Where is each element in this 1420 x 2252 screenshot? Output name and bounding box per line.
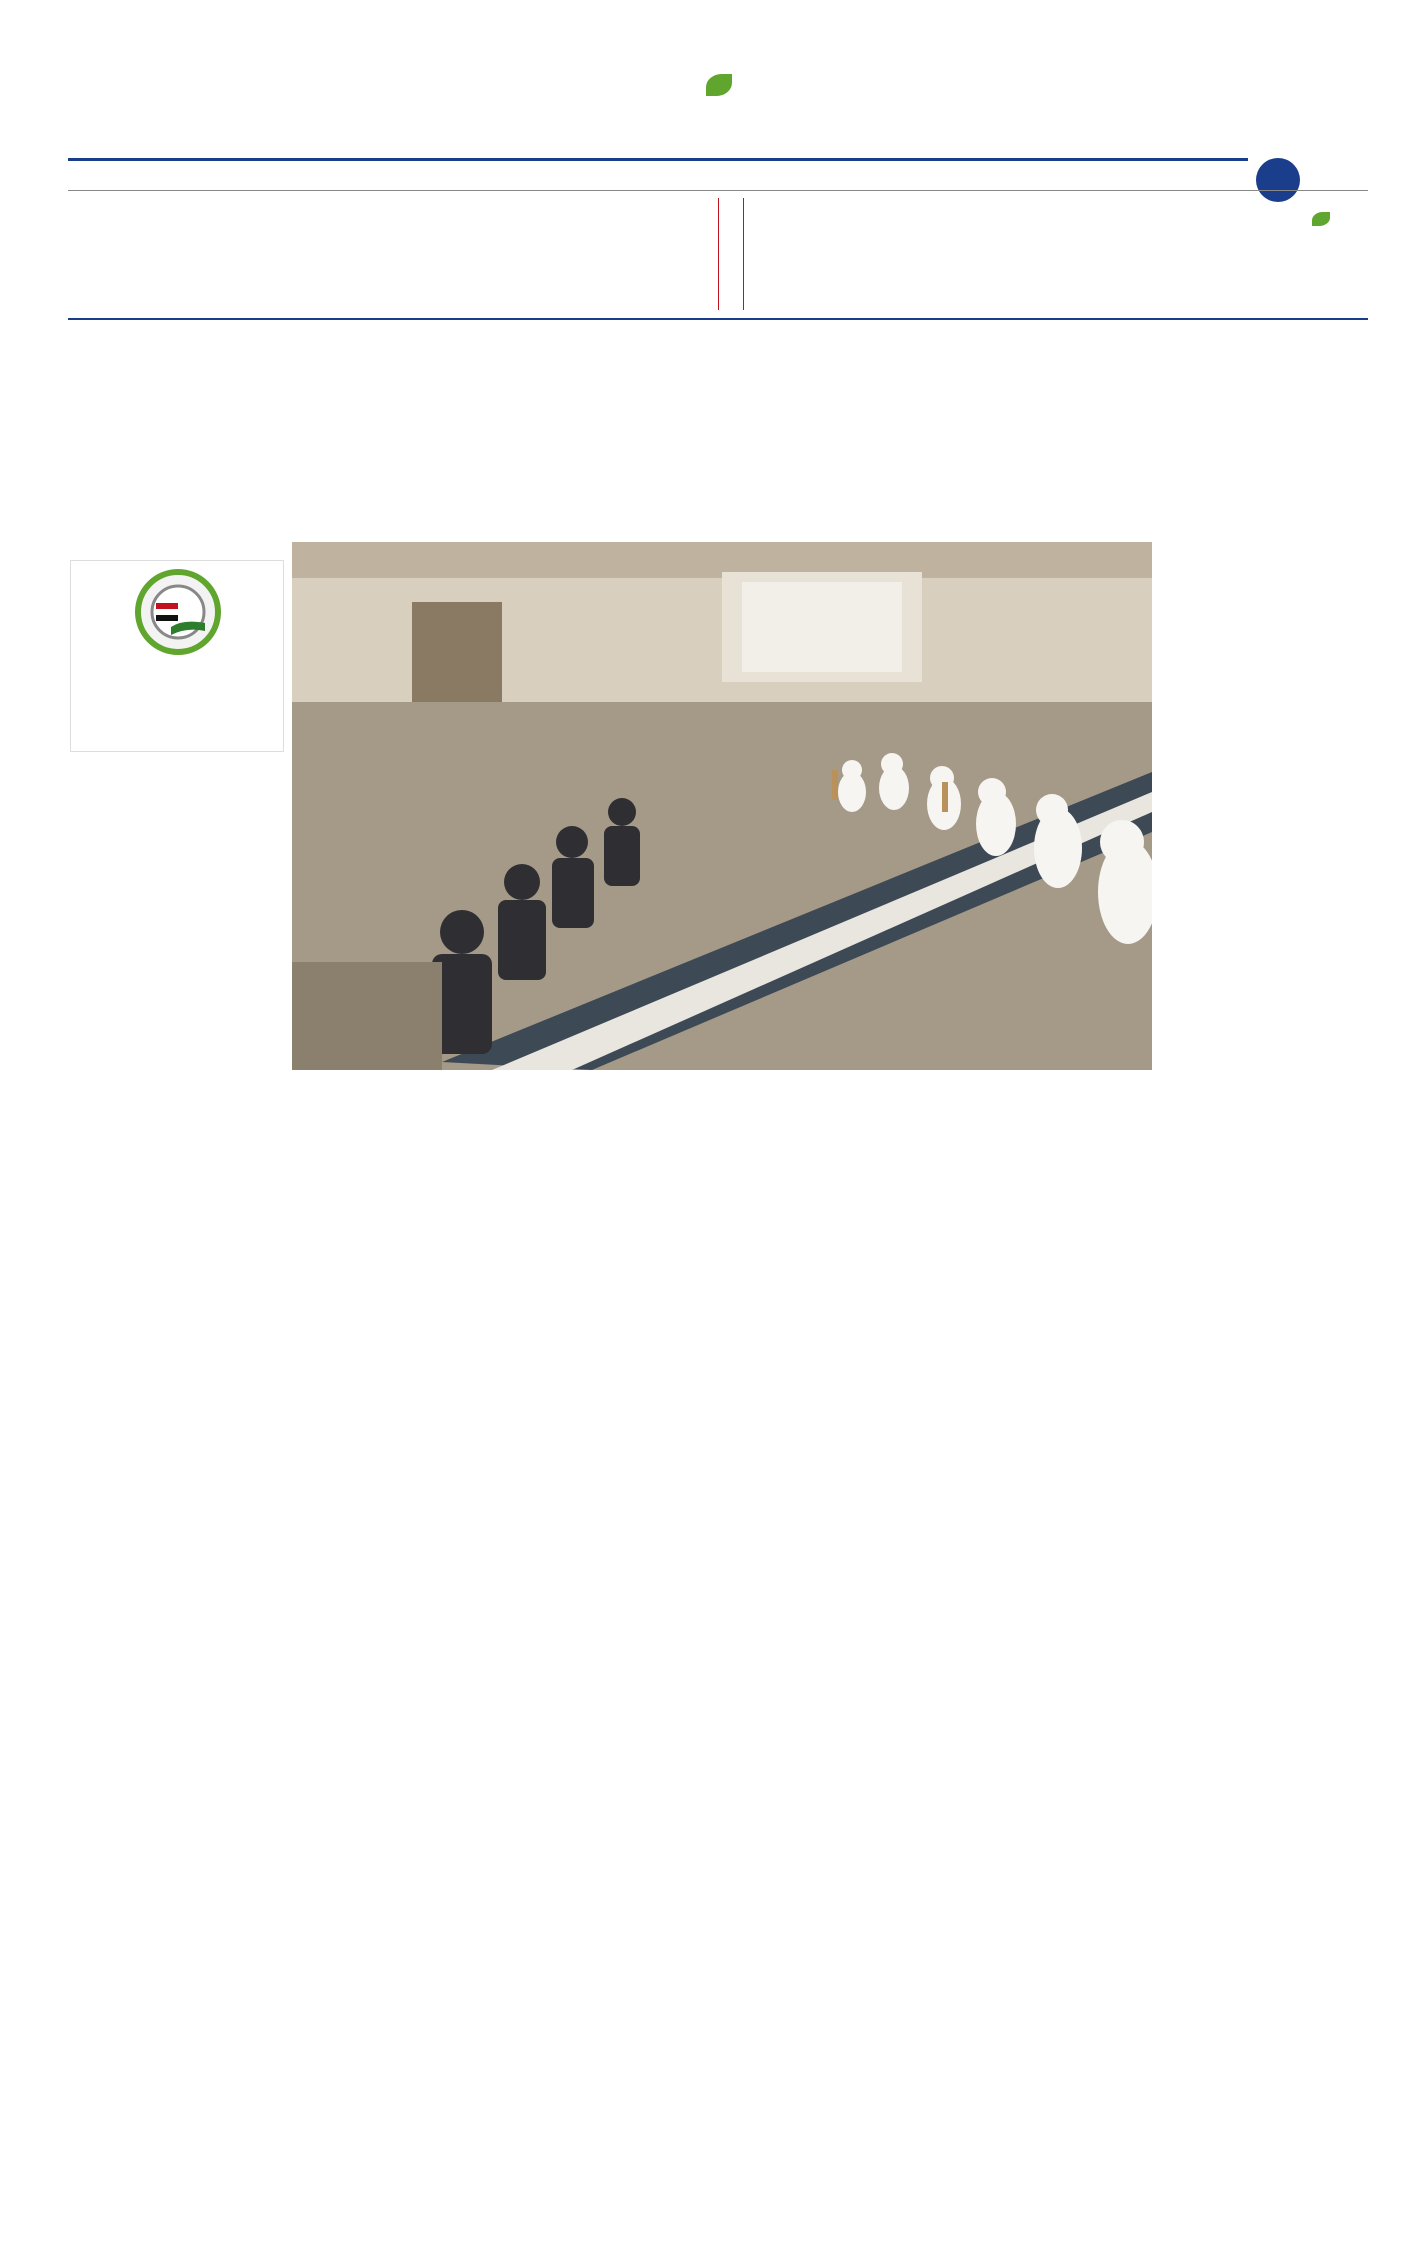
meeting-photo-art (292, 542, 1152, 1070)
council-emblem-icon (123, 567, 233, 657)
offices-title (718, 198, 744, 310)
contact-logo (1268, 216, 1368, 276)
top-logo (654, 80, 794, 150)
lead-col-2-main-text (1026, 1080, 1154, 1108)
masthead-rule (68, 158, 1248, 161)
contact-footer-row (68, 298, 1238, 318)
lead-meeting-photo (292, 542, 1152, 1070)
council-logo (70, 560, 284, 752)
lead-col-1 (1168, 562, 1370, 1102)
contact-logo-leaf-icon (1312, 212, 1330, 226)
top-logo-leaf-icon (706, 74, 732, 96)
section-title (1208, 70, 1378, 140)
